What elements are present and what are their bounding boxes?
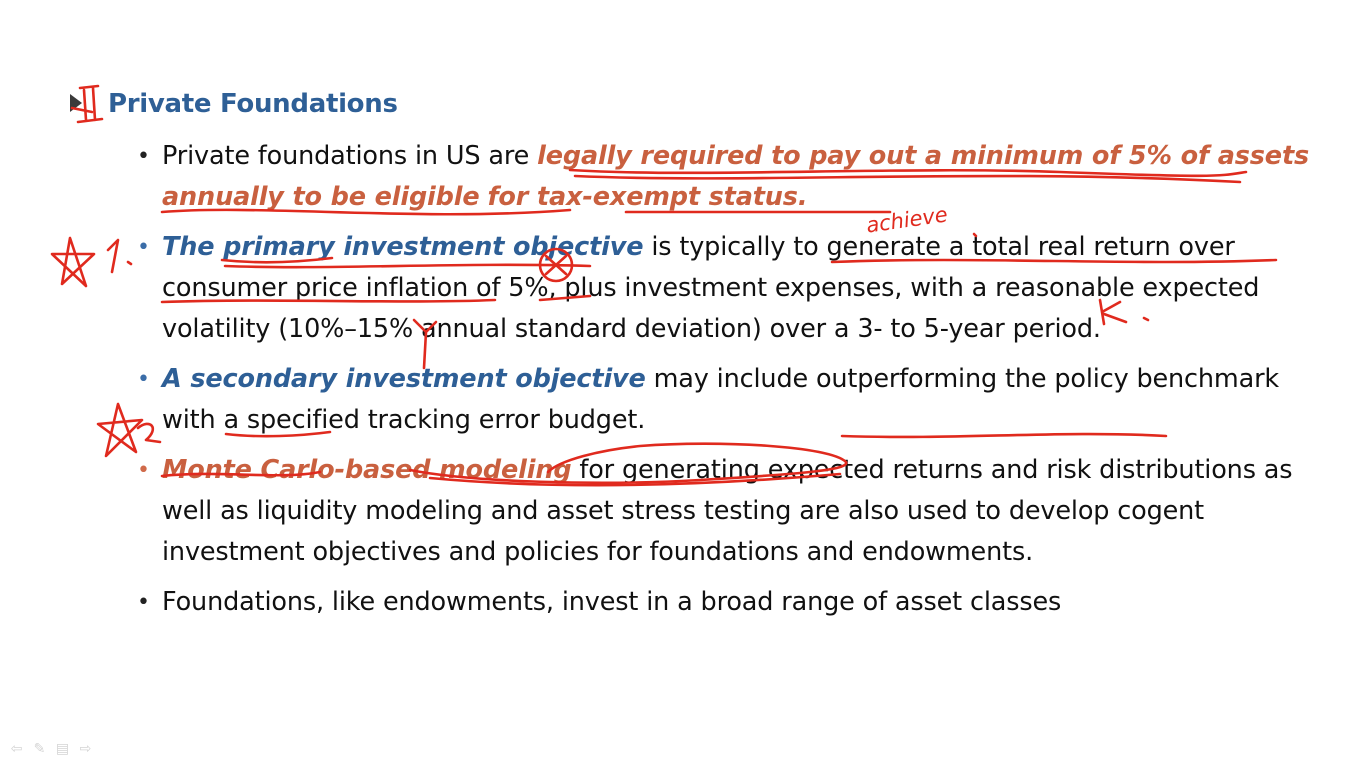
slideshow-navigation — [8, 739, 94, 759]
pen-icon[interactable]: ✎ — [33, 741, 46, 757]
bullet-list — [162, 136, 1312, 632]
bullet-text: for generating expected returns and risk distributions as well as liquidity modeling and asset stress testing are also used to develop cogent investment objectives and policies for foundations and endowments. — [162, 455, 1293, 567]
bullet-text: is typically to generate a total real return over consumer price inflation of 5%, plus investment expenses, with a reasonable expected volatility (10%–15% annual standard deviation) over a 3- to 5-year period. — [162, 232, 1260, 344]
title-marker-arrow-icon — [70, 94, 82, 112]
handwritten-word: achieve — [864, 202, 950, 238]
bullet-item-monte-carlo — [162, 450, 1312, 573]
ink-star-2 — [98, 404, 142, 456]
emphasis-primary-objective: The primary investment objective — [162, 232, 644, 262]
bullet-text: Private foundations in US are — [162, 141, 538, 171]
ink-number-2 — [138, 424, 160, 442]
menu-icon[interactable]: ▤ — [55, 741, 70, 757]
forward-arrow-icon[interactable]: ⇨ — [79, 741, 92, 757]
emphasis-monte-carlo: Monte Carlo-based modeling — [162, 455, 572, 485]
back-arrow-icon[interactable]: ⇦ — [10, 741, 23, 757]
bullet-item-asset-classes — [162, 582, 1312, 623]
bullet-item-payout-requirement — [162, 136, 1312, 218]
bullet-item-secondary-objective — [162, 359, 1312, 441]
emphasis-tax-exempt: for tax-exempt status. — [487, 182, 808, 212]
ink-number-1 — [108, 240, 131, 272]
bullet-text: Foundations, like endowments, invest in a broad range of asset classes — [162, 587, 1062, 617]
bullet-item-primary-objective — [162, 227, 1312, 350]
ink-star-1 — [52, 238, 94, 286]
bullet-text: may include outperforming the policy benchmark with a specified tracking error budget. — [162, 364, 1280, 435]
slide-title: Private Foundations — [108, 89, 398, 119]
emphasis-secondary-objective: A secondary investment objective — [162, 364, 646, 394]
emphasis-payout: legally required to pay out a minimum of 5% of assets annually to be eligible — [162, 141, 1310, 212]
